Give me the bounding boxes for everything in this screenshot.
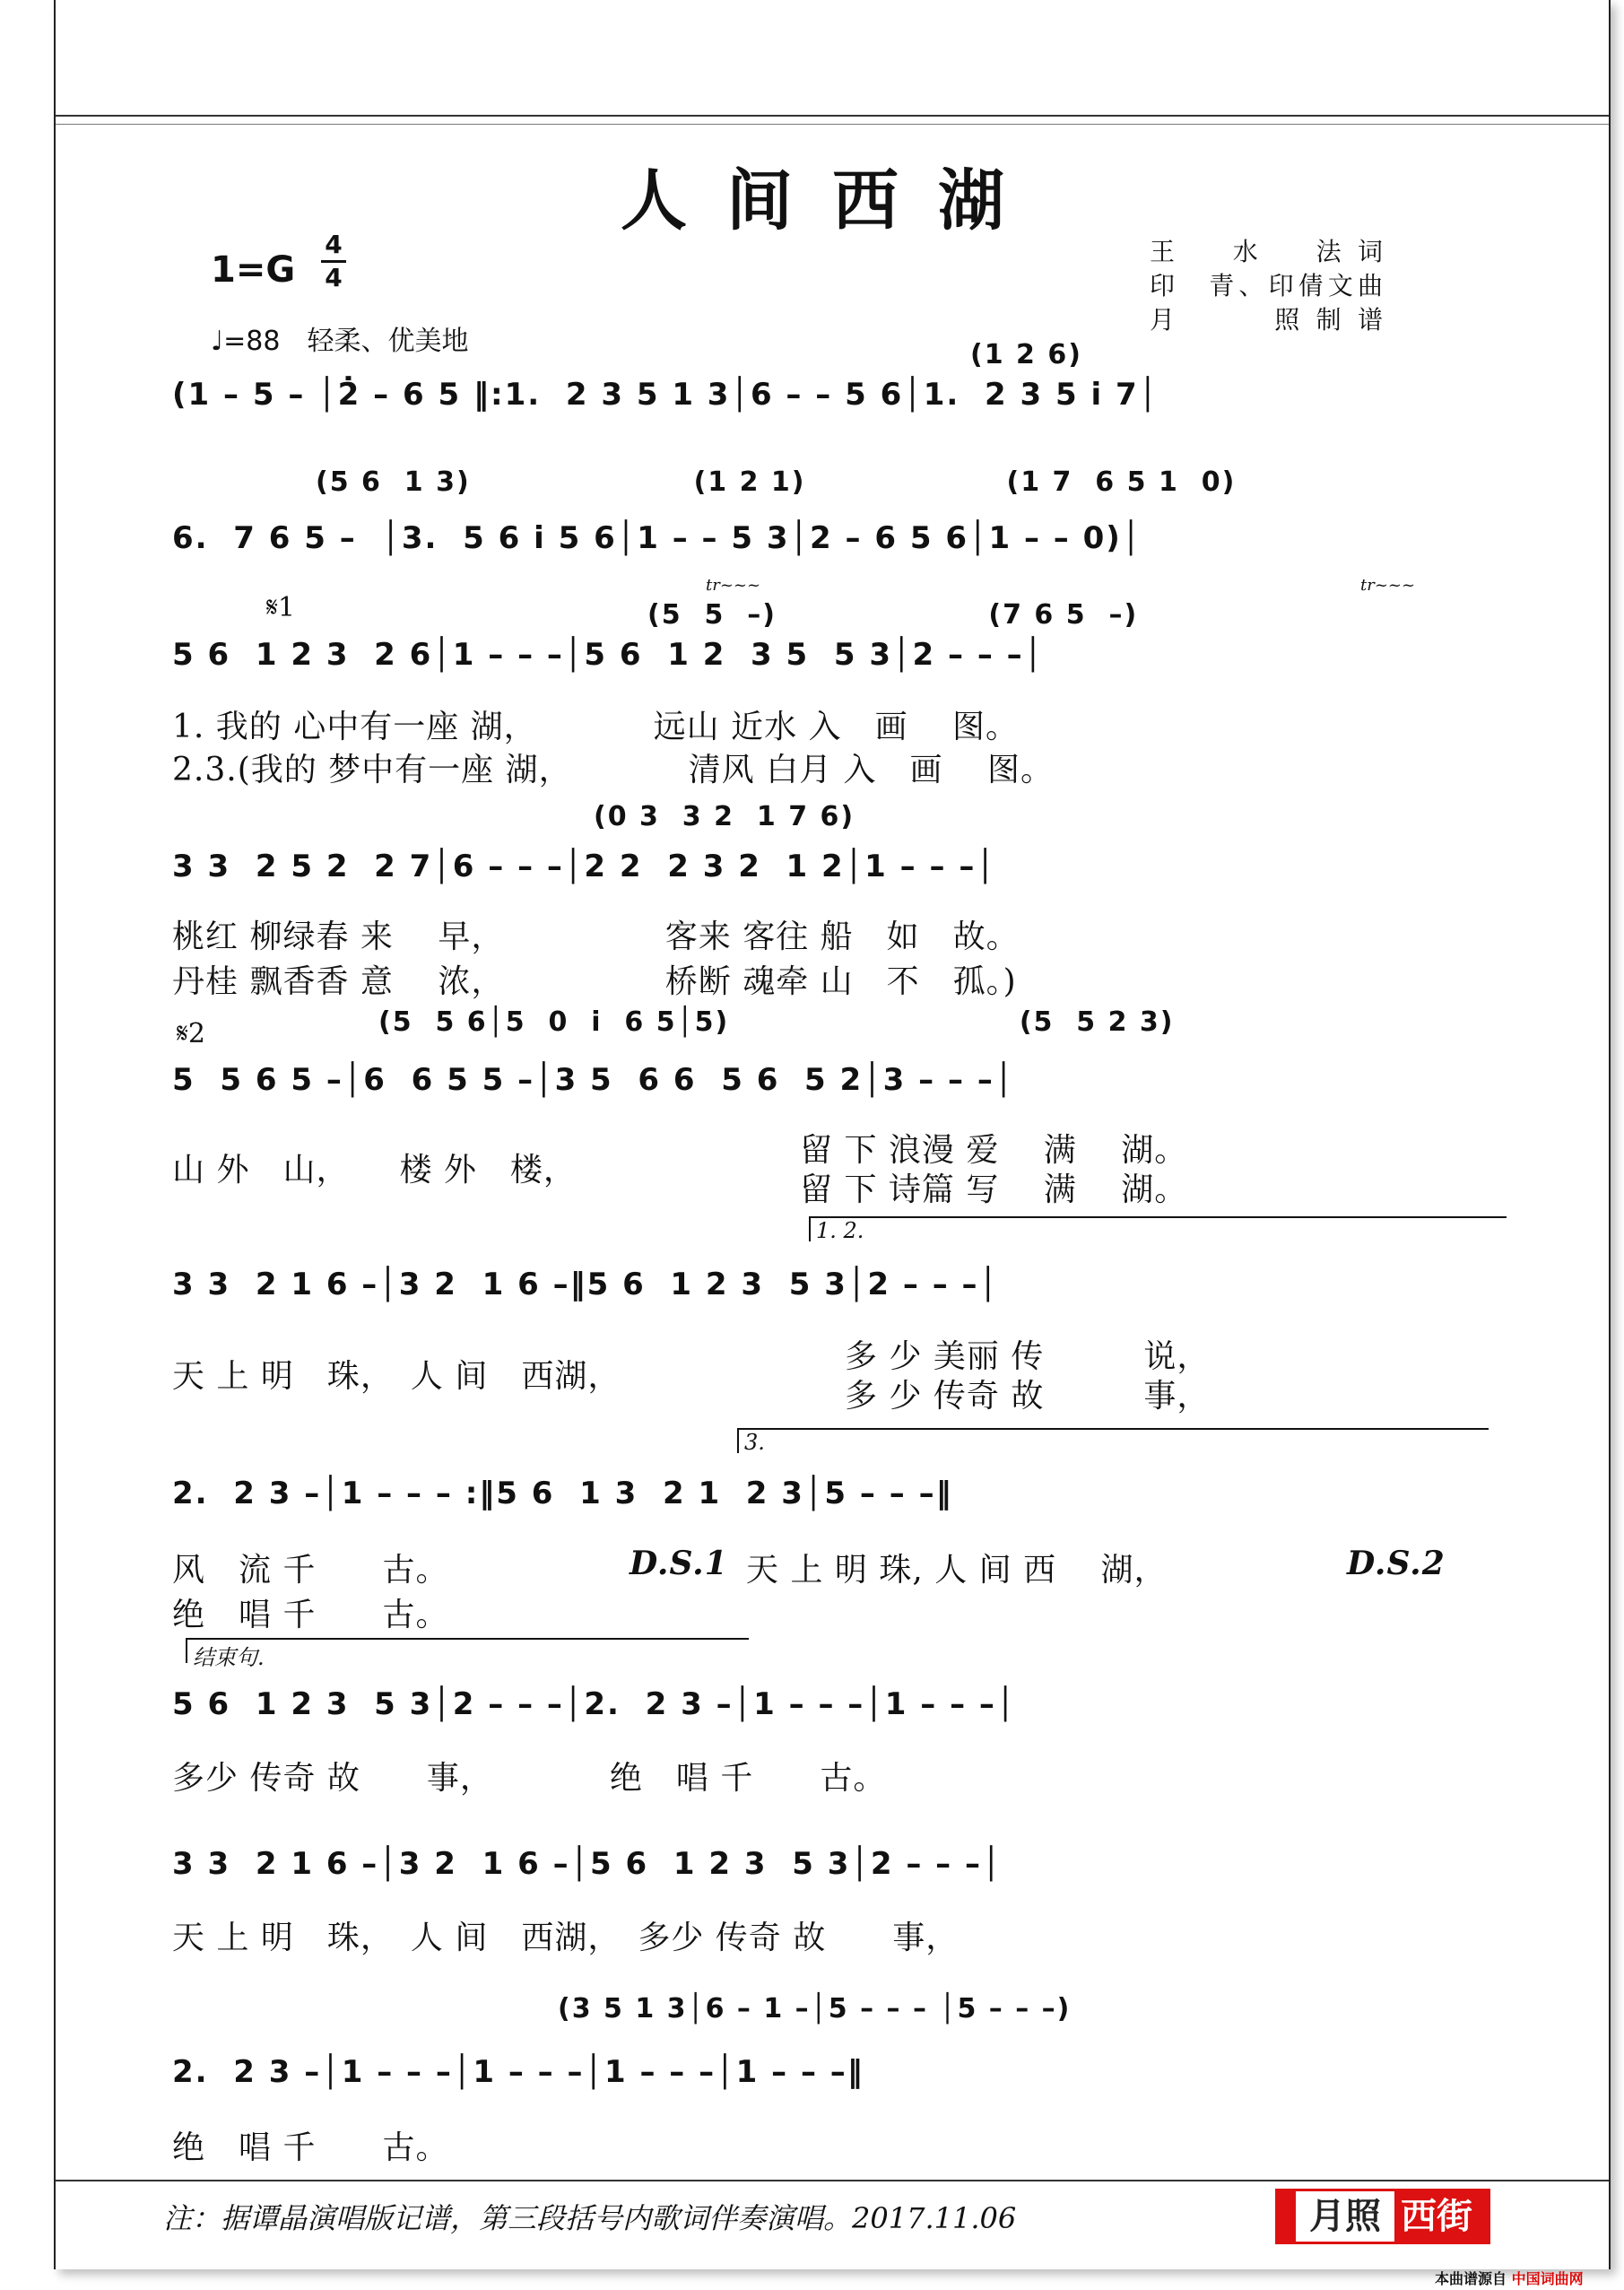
bottom-rule [56,2180,1609,2181]
footnote: 注：据谭晶演唱版记谱，第三段括号内歌词伴奏演唱。2017.11.06 [163,2201,1017,2235]
accomp-row-3: (5 5 –) (7 6 5 –) [647,599,1139,631]
notation-row-7: 2. 2 3 –│1 – – – :‖5 6 1 3 2 1 2 3│5 – – –‖ [172,1476,953,1511]
source-site-text: 本曲谱源自 [1435,2270,1507,2287]
source-site [1435,2268,1584,2288]
lyric-line-6b2: 多 少 传奇 故 事， [845,1378,1211,1415]
credit-transcriber: 月 照制谱 [1150,305,1383,335]
time-signature [321,230,346,293]
trill-mark-1: tr~~~ [706,576,761,595]
credit-composer: 印 青、印倩文曲 [1150,271,1383,300]
notation-row-10: 2. 2 3 –│1 – – –│1 – – –│1 – – –│1 – – –‖ [172,2054,864,2090]
meter-bottom: 4 [325,263,343,292]
lyric-line-10: 绝 唱 千 古。 [172,2129,449,2166]
accomp-row-1: (1 2 6) [970,339,1082,370]
notation-row-2: 6. 7 6 5 – │3. 5 6 i 5 6│1 – – 5 3│2 – 6 5 6│1 – – 0)│ [172,520,1142,556]
lyric-line-6a: 天 上 明 珠， 人 间 西湖， [172,1358,621,1395]
accomp-row-2: (5 6 1 3) (1 2 1) (1 7 6 5 1 0) [316,466,1237,498]
notation-row-4: 3 3 2 5 2 2 7│6 – – –│2 2 2 3 2 1 2│1 – – –│ [172,849,996,884]
lyric-line-5b2: 留 下 诗篇 写 满 湖。 [800,1171,1188,1208]
volta-1-2: 1. 2. [809,1216,1507,1241]
meter-top: 4 [325,230,343,259]
lyric-line-9: 天 上 明 珠， 人 间 西湖， 多少 传奇 故 事， [172,1920,960,1956]
lyric-line-7a: 风 流 千 古。 [172,1552,449,1589]
credit-lyricist: 王 水 法词 [1150,237,1383,266]
source-site-name: 中国词曲网 [1511,2270,1584,2287]
publisher-seal [1275,2189,1490,2244]
lyric-line-7b: 天 上 明 珠, 人 间 西 湖， [746,1552,1168,1589]
lyric-verse-2-3: 2.3.(我的 梦中有一座 湖， 清风 白月 入 画 图。 [172,752,1054,788]
volta-ending: 结束句. [186,1638,749,1663]
segno-2: 𝄋2 [177,1018,205,1049]
lyric-line-8: 多少 传奇 故 事， 绝 唱 千 古。 [172,1760,887,1797]
accomp-row-5: (5 5 6│5 0 i 6 5│5) (5 5 2 3) [378,1006,1175,1038]
lyric-line-5a: 山 外 山， 楼 外 楼， [172,1152,577,1189]
top-rule [56,115,1609,117]
top-rule-thin [56,124,1609,125]
trill-mark-2: tr~~~ [1360,576,1416,595]
lyric-line-4a: 桃红 柳绿春 来 早， 客来 客往 船 如 故。 [172,919,1020,955]
notation-row-5: 5 5 6 5 –│6 6 5 5 –│3 5 6 6 5 6 5 2│3 – – –│ [172,1062,1015,1098]
lyric-line-6b1: 多 少 美丽 传 说， [845,1338,1211,1375]
lyric-line-4b: 丹桂 飘香香 意 浓， 桥断 魂牵 山 不 孤。) [172,963,1017,1000]
accomp-row-4: (0 3 3 2 1 7 6) [594,801,855,832]
lyric-line-7c: 绝 唱 千 古。 [172,1597,449,1633]
score-page [54,0,1611,2269]
dal-segno-2: D.S.2 [1347,1545,1446,1582]
seal-right: 西街 [1401,2195,1472,2237]
segno-1: 𝄋1 [266,592,295,623]
notation-row-8: 5 6 1 2 3 5 3│2 – – –│2. 2 3 –│1 – – –│1 – – –│ [172,1686,1017,1722]
seal-left: 月照 [1293,2189,1397,2244]
volta-3: 3. [737,1428,1489,1453]
key-signature: 1=G [211,249,296,291]
dal-segno-1: D.S.1 [630,1545,728,1582]
notation-row-3: 5 6 1 2 3 2 6│1 – – –│5 6 1 2 3 5 5 3│2 – – –│ [172,637,1045,673]
lyric-verse-1: 1. 我的 心中有一座 湖， 远山 近水 入 画 图。 [172,709,1020,745]
accomp-row-10: (3 5 1 3│6 – 1 –│5 – – – │5 – – –) [558,1993,1072,2024]
notation-row-1: (1 – 5 – │2̇ – 6 5 ‖:1. 2 3 5 1 3│6 – – 5 6│1. 2 3 5 i 7│ [172,377,1159,413]
tempo-marking: ♩=88 轻柔、优美地 [211,326,469,357]
song-title: 人间西湖 [621,162,1044,239]
lyric-line-5b1: 留 下 浪漫 爱 满 湖。 [800,1132,1188,1169]
credits [1150,235,1383,337]
notation-row-6: 3 3 2 1 6 –│3 2 1 6 –‖5 6 1 2 3 5 3│2 – – –│ [172,1267,999,1302]
notation-row-9: 3 3 2 1 6 –│3 2 1 6 –│5 6 1 2 3 5 3│2 – – –│ [172,1846,1003,1882]
